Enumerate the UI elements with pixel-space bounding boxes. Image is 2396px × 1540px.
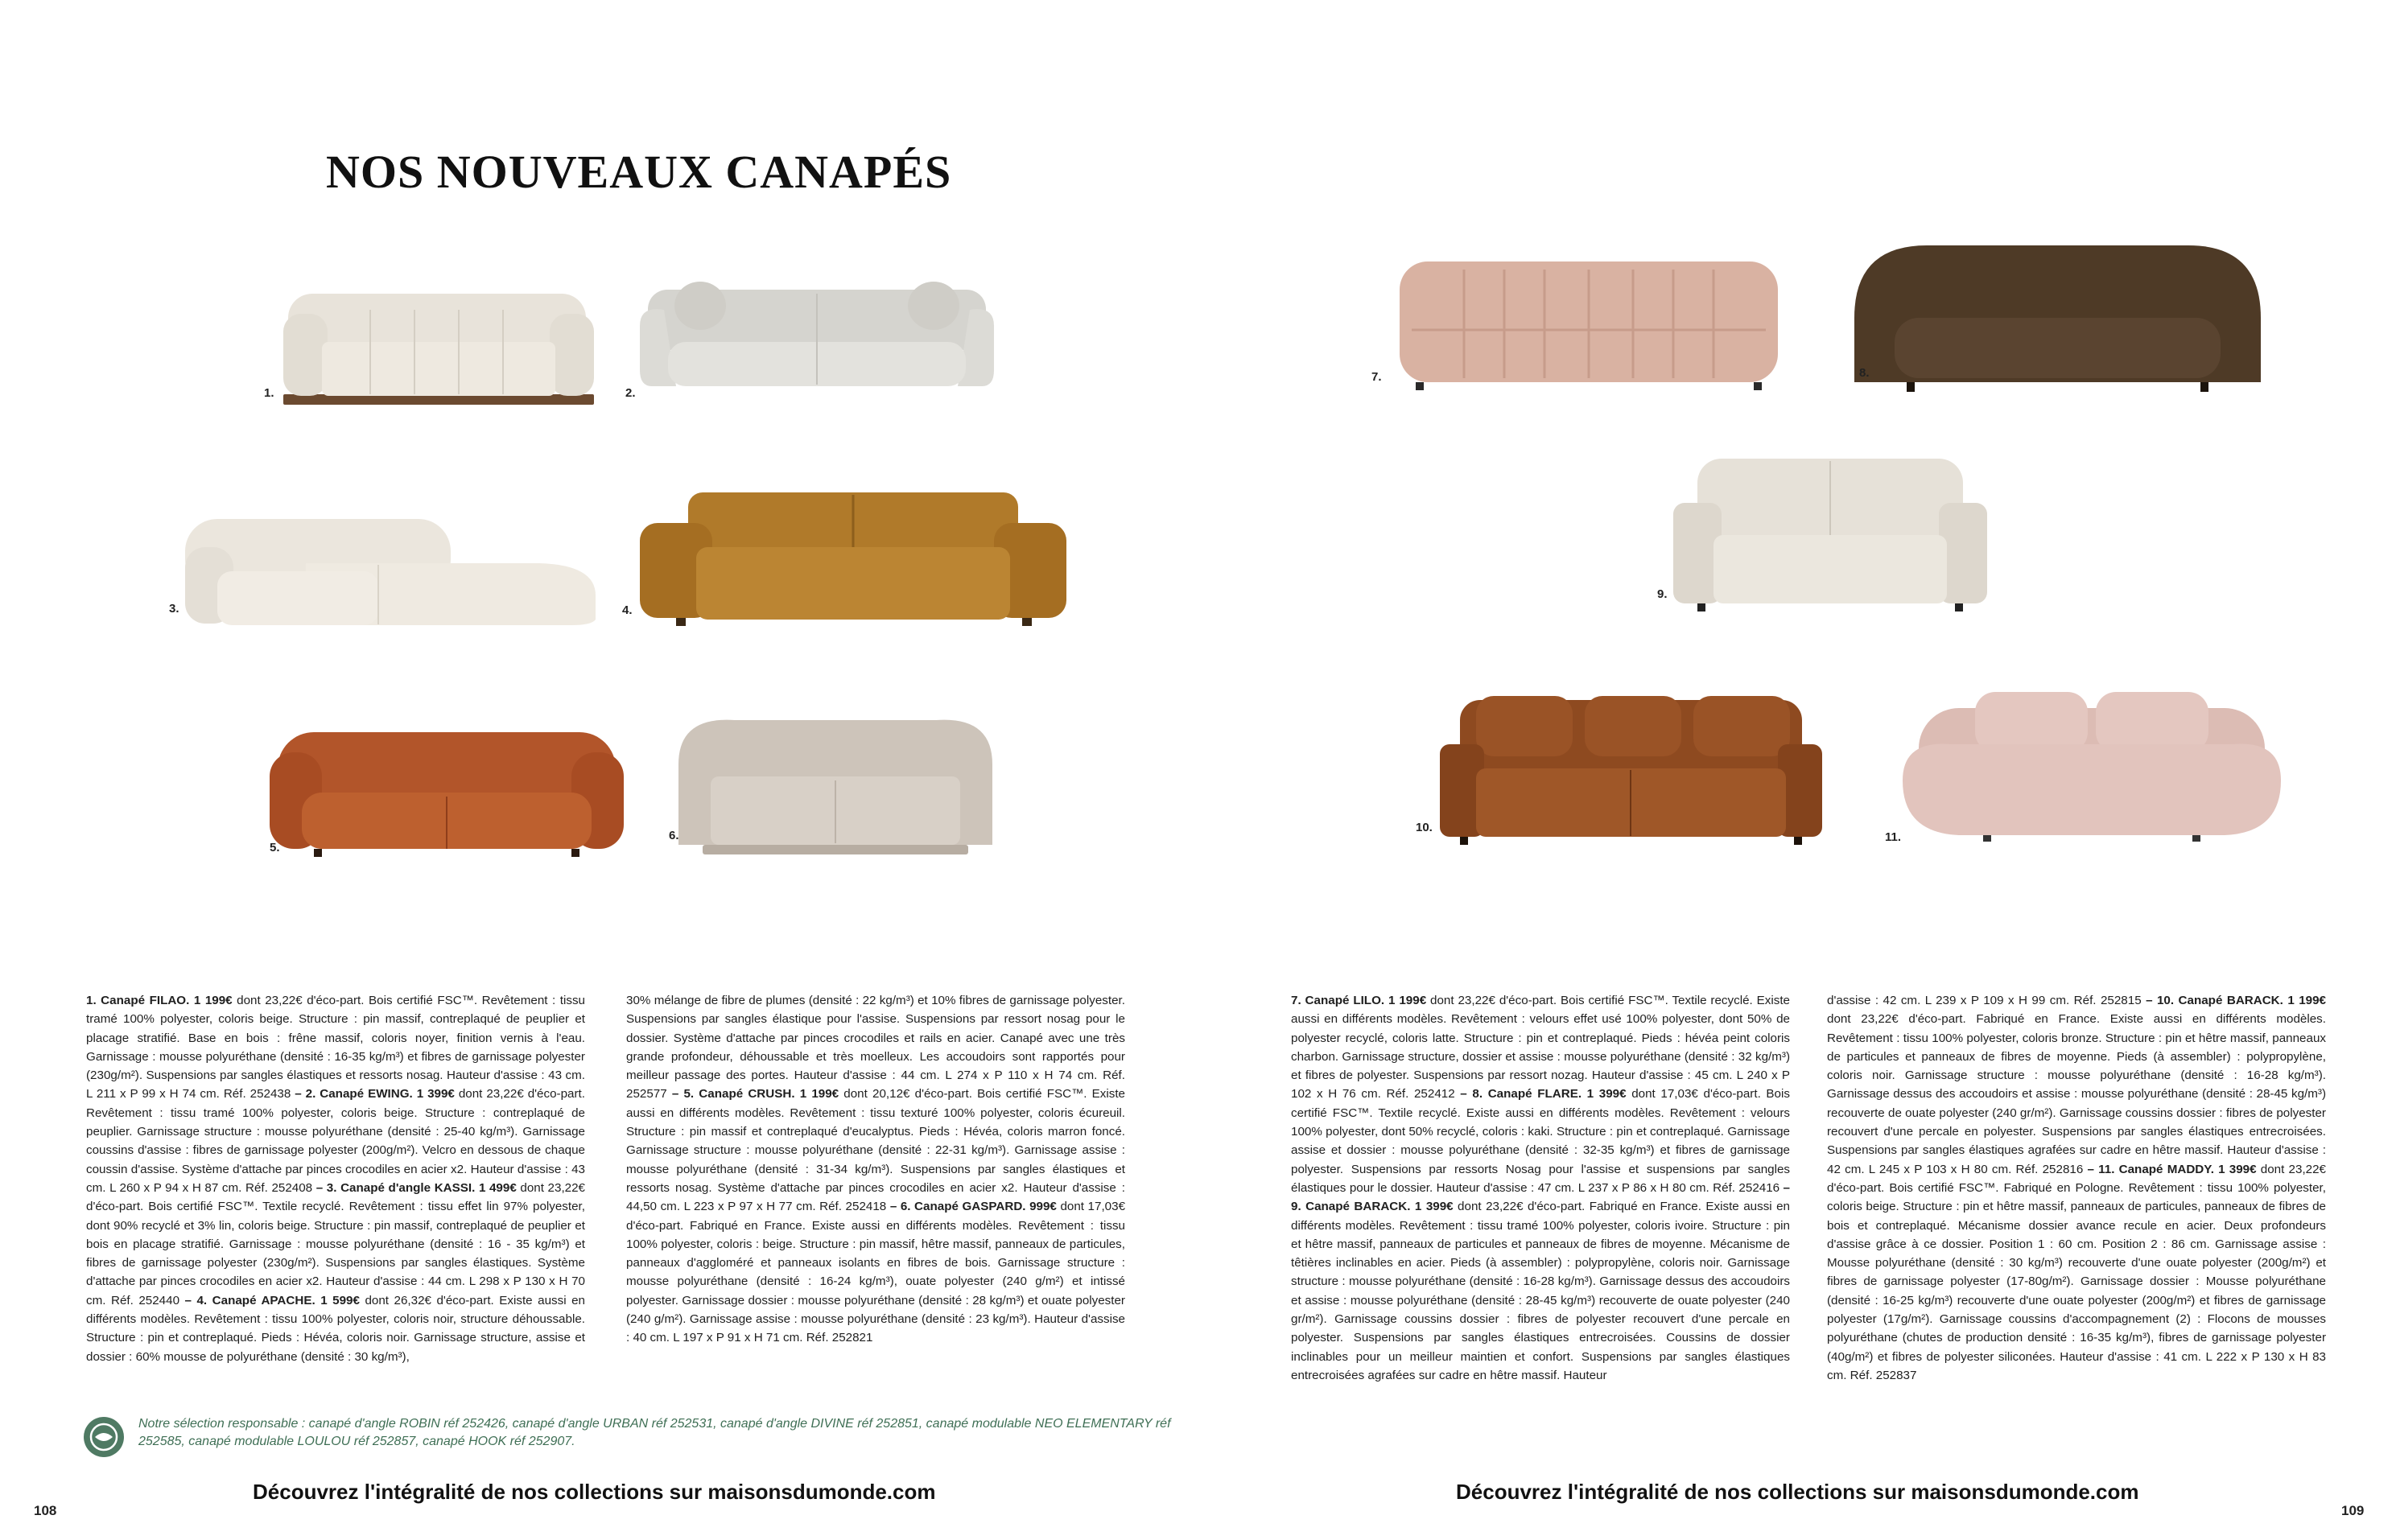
product-number: 1.	[264, 386, 274, 400]
desc-heading: – 5. Canapé CRUSH. 1 199€	[671, 1087, 839, 1101]
desc-text: 30% mélange de fibre de plumes (densité : 22 kg/m³) et 10% fibres de garnissage polyester. Suspensions par sangles élastique pour l'assise. Suspensions par ressort nosag pour le dossier. Système d'attache par pinces crocodiles et rails en acier. Canapé avec une très grande profondeur, déhoussable et très moelleux. Les accoudoirs sont rapportés pour meilleur passage des portes. Hauteur d'assise : 44 cm. L 274 x P 110 x H 74 cm. Réf. 252577	[626, 994, 1125, 1101]
desc-heading: 1. Canapé FILAO. 1 199€	[86, 994, 233, 1007]
product-number: 5.	[270, 841, 280, 854]
product-7[interactable]	[1371, 257, 1782, 394]
product-descriptions-col3	[1291, 991, 1790, 1385]
desc-text: dont 23,22€ d'éco-part. Bois certifié FSC™. Revêtement : tissu tramé 100% polyester, coloris beige. Structure : pin massif, contreplaqué de peuplier et placage stratifié. Base en bois : frêne massif, coloris noyer, finition vernis à l'eau. Garnissage : mousse polyuréthane (densité : 16-35 kg/m³) et fibres de garnissage polyester (230g/m²). Suspensions par sangles élastiques et ressorts nosag. Hauteur d'assise : 43 cm. L 211 x P 99 x H 74 cm. Réf. 252438	[86, 994, 585, 1101]
sofa-icon	[270, 728, 624, 857]
desc-heading: – 4. Canapé APACHE. 1 599€	[184, 1293, 360, 1307]
product-11[interactable]	[1885, 692, 2281, 845]
desc-text: dont 23,22€ d'éco-part. Fabriqué en France. Existe aussi en différents modèles. Revêtement : tissu 100% polyester, coloris bronze. Structure : pin et hêtre massif, panneaux de particules et panneaux de fibres de moyenne. Pieds (à assembler) : polypropylène, coloris noir. Garnissage structure : mousse polyuréthane (densité : 16-28 kg/m³). Garnissage dessus des accoudoirs et assise : mousse polyuréthane (densité : 28-45 kg/m³) recouverte de ouate polyester (240 gr/m²). Garnissage coussins dossier : fibres de polyester recouvert d'une percale en polyester. Suspensions par sangles élastiques entrecroisées. Suspensions par sangles élastiques agrafées sur cadre en hêtre massif. Hauteur d'assise : 42 cm. L 245 x P 103 x H 80 cm. Réf. 252816	[1827, 1012, 2326, 1176]
desc-heading: – 11. Canapé MADDY. 1 399€	[2087, 1162, 2257, 1176]
sofa-icon	[1396, 257, 1782, 394]
desc-text: dont 23,22€ d'éco-part. Bois certifié FSC™. Fabriqué en Pologne. Revêtement : tissu 100% polyester, coloris beige. Structure : pin et hêtre massif, panneaux de particules, panneaux de fibres de bois et contreplaqué. Mécanisme dossier avance recule en acier. Deux profondeurs d'assise grâce à ce dossier. Position 1 : 60 cm. Position 2 : 86 cm. Garnissage assise : Mousse polyuréthane (densité : 30 kg/m³) recouverte d'une ouate polyester (200g/m²) et fibres de garnissage polyester (17-80g/m²). Garnissage dossier : Mousse polyuréthane (densité : 16-25 kg/m³) recouverte d'une ouate polyester (200g/m²) et fibres de garnissage polyester (17g/m²). Garnissage coussins d'accompagnement (2) : Flocons de mousses polyuréthane (chutes de production densité : 16-35 kg/m³), fibres de garnissage polyester (40g/m²) et fibres de polyester siliconées. Hauteur d'assise : 41 cm. L 222 x P 130 x H 83 cm. Réf. 252837	[1827, 1162, 2327, 1382]
product-number: 10.	[1416, 821, 1433, 834]
page-number: 109	[2341, 1503, 2365, 1518]
sofa-icon	[640, 274, 994, 402]
page-title: NOS NOUVEAUX CANAPÉS	[326, 146, 952, 198]
product-number: 11.	[1885, 830, 1902, 844]
product-number: 7.	[1371, 370, 1382, 384]
eco-selection-text: Notre sélection responsable : canapé d'angle ROBIN réf 252426, canapé d'angle URBAN réf 252531, canapé d'angle DIVINE réf 252851, canapé modulable NEO ELEMENTARY réf 252585, canapé modulable LOULOU réf 252857, canapé HOOK réf 252907.	[138, 1417, 1171, 1448]
globe-leaf-icon	[84, 1417, 124, 1457]
desc-text: dont 23,22€ d'éco-part. Bois certifié FSC™. Textile recyclé. Revêtement : tissu effet lin 97% polyester, dont 90% recyclé et 3% lin, coloris beige. Structure : pin massif, contreplaqué de peuplier et bois en placage stratifié. Garnissage : mousse polyuréthane (densité : 16 - 35 kg/m³) et fibres de garnissage polyester (230g/m²). Suspensions par sangles élastiques. Système d'attache par pinces crocodiles en acier x2. Hauteur d'assise : 44 cm. L 298 x P 130 x H 70 cm. Réf. 252440	[86, 1180, 586, 1307]
product-1[interactable]	[264, 286, 596, 414]
desc-text: d'assise : 42 cm. L 239 x P 109 x H 99 cm. Réf. 252815	[1827, 994, 2147, 1007]
product-descriptions-col4	[1827, 991, 2326, 1385]
desc-text: dont 26,32€ d'éco-part. Existe aussi en différents modèles. Revêtement : tissu 100% polyester, coloris noir, structure déhoussable. Structure : pin et contreplaqué. Pieds : Hévéa, coloris noir. Garnissage structure, assise et dossier : 60% mousse de polyuréthane (densité : 30 kg/m³),	[86, 1293, 585, 1364]
desc-text: dont 23,22€ d'éco-part. Bois certifié FSC™. Textile recyclé. Existe aussi en différents modèles. Revêtement : velours effet usé 100% polyester, dont 50% de polyester recyclé, coloris latte. Structure : pin et contreplaqué. Pieds : hévéa peint coloris charbon. Garnissage structure, dossier et assise : mousse polyuréthane (densité : 32 kg/m³) et fibres de polyester. Suspensions par ressort nozag. Hauteur d'assise : 45 cm. L 240 x P 102 x H 76 cm. Réf. 252412	[1291, 994, 1790, 1101]
desc-heading: – 9. Canapé BARACK. 1 399€	[1291, 1180, 1790, 1214]
product-number: 8.	[1859, 366, 1870, 380]
product-4[interactable]	[622, 491, 1066, 628]
eco-selection-note	[84, 1415, 1171, 1464]
product-number: 4.	[622, 603, 633, 617]
product-10[interactable]	[1416, 696, 1822, 849]
desc-text: dont 23,22€ d'éco-part. Revêtement : tissu tramé 100% polyester, coloris beige. Structure : contreplaqué de peuplier. Garnissage structure : mousse polyuréthane (densité : 25-40 kg/m³). Garnissage coussins d'assise : fibres de garnissage polyester (200g/m²). Velcro en dessous de chaque coussin d'assise. Système d'attache par pinces crocodiles en acier x2. Hauteur d'assise : 43 cm. L 260 x P 94 x H 87 cm. Réf. 252408	[86, 1087, 585, 1195]
sofa-icon	[1854, 245, 2261, 398]
desc-heading: – 8. Canapé FLARE. 1 399€	[1460, 1087, 1627, 1101]
product-number: 6.	[669, 829, 679, 842]
sofa-icon	[185, 515, 596, 628]
product-3[interactable]	[169, 515, 596, 628]
desc-heading: – 10. Canapé BARACK. 1 199€	[2146, 994, 2326, 1007]
sofa-icon	[640, 491, 1066, 628]
product-number: 9.	[1657, 587, 1668, 601]
product-descriptions-col1	[86, 991, 585, 1366]
desc-heading: – 3. Canapé d'angle KASSI. 1 499€	[315, 1180, 517, 1195]
sofa-icon	[1903, 692, 2281, 845]
product-5[interactable]	[270, 728, 624, 857]
product-number: 3.	[169, 602, 179, 616]
desc-heading: – 2. Canapé EWING. 1 399€	[295, 1087, 455, 1101]
right-page	[1198, 0, 2396, 1540]
page-number: 108	[34, 1503, 57, 1518]
website-link[interactable]: Découvrez l'intégralité de nos collections sur maisonsdumonde.com	[253, 1480, 936, 1504]
sofa-icon	[282, 286, 596, 414]
sofa-icon	[1440, 696, 1822, 849]
product-number: 2.	[625, 386, 636, 400]
desc-text: dont 17,03€ d'éco-part. Fabriqué en France. Existe aussi en différents modèles. Revêtement : tissu 100% polyester, coloris : beige. Structure : pin massif, hêtre massif, panneaux de particules, panneaux d'aggloméré et panneaux isolants en fibres de bois. Garnissage structure : mousse polyuréthane (densité : 16-24 kg/m³), ouate polyester (240 g/m²) et intissé polyester. Garnissage dossier : mousse polyuréthane (densité : 28 kg/m³) et ouate polyester (240 g/m²). Garnissage assise : mousse polyuréthane (densité : 23 kg/m³). Hauteur d'assise : 40 cm. L 197 x P 91 x H 71 cm. Réf. 252821	[626, 1200, 1126, 1345]
desc-heading: – 6. Canapé GASPARD. 999€	[889, 1200, 1057, 1214]
product-2[interactable]	[625, 274, 994, 402]
desc-text: dont 23,22€ d'éco-part. Fabriqué en France. Existe aussi en différents modèles. Revêtement : tissu tramé 100% polyester, coloris ivoire. Structure : pin et hêtre massif, panneaux de particules et panneaux de fibres de moyenne. Mécanisme de têtières inclinables en acier. Pieds (à assembler) : polypropylène, coloris noir. Garnissage structure : mousse polyuréthane (densité : 16-28 kg/m³). Garnissage dessus des accoudoirs et assise : mousse polyuréthane (densité : 28-45 kg/m³) recouverte de ouate polyester (240 gr/m²). Garnissage coussins dossier : fibres de polyester recouvert d'une percale en polyester. Suspensions par sangles élastiques entrecroisées. Coussins de dossier inclinables pour un meilleur maintien et confort. Suspensions par sangles élastiques entrecroisées agrafées sur cadre en hêtre massif. Hauteur	[1291, 1200, 1791, 1382]
product-8[interactable]	[1854, 245, 2261, 398]
sofa-icon	[1673, 455, 1987, 616]
product-6[interactable]	[669, 716, 992, 861]
desc-text: dont 20,12€ d'éco-part. Bois certifié FSC™. Existe aussi en différents modèles. Revêtement : tissu texturé 100% polyester, coloris écureuil. Structure : pin massif et contreplaqué d'eucalyptus. Pieds : Hévéa, coloris marron foncé. Garnissage structure : mousse polyuréthane (densité : 22-31 kg/m³). Garnissage assise : mousse polyuréthane (densité : 31-34 kg/m³). Suspensions par sangles élastiques et ressorts nosag. Système d'attache par pinces crocodiles en acier x2. Hauteur d'assise : 44,50 cm. L 223 x P 97 x H 77 cm. Réf. 252418	[626, 1087, 1126, 1214]
website-link[interactable]: Découvrez l'intégralité de nos collections sur maisonsdumonde.com	[1456, 1480, 2139, 1504]
product-9[interactable]	[1657, 455, 1987, 616]
product-descriptions-col2	[626, 991, 1125, 1348]
desc-heading: 7. Canapé LILO. 1 199€	[1291, 994, 1427, 1007]
desc-text: dont 17,03€ d'éco-part. Bois certifié FSC™. Textile recyclé. Existe aussi en différents modèles. Revêtement : velours 100% polyester, dont 50% recyclé, coloris : kaki. Structure : pin et contreplaqué. Garnissage assise et dossier : mousse polyuréthane (densité : 32-35 kg/m³) et fibres de garnissage polyester. Suspensions par ressorts Nosag pour l'assise et suspensions par sangles élastiques pour le dossier. Hauteur d'assise : 47 cm. L 237 x P 86 x H 80 cm. Réf. 252416	[1291, 1087, 1790, 1195]
sofa-icon	[678, 716, 992, 861]
